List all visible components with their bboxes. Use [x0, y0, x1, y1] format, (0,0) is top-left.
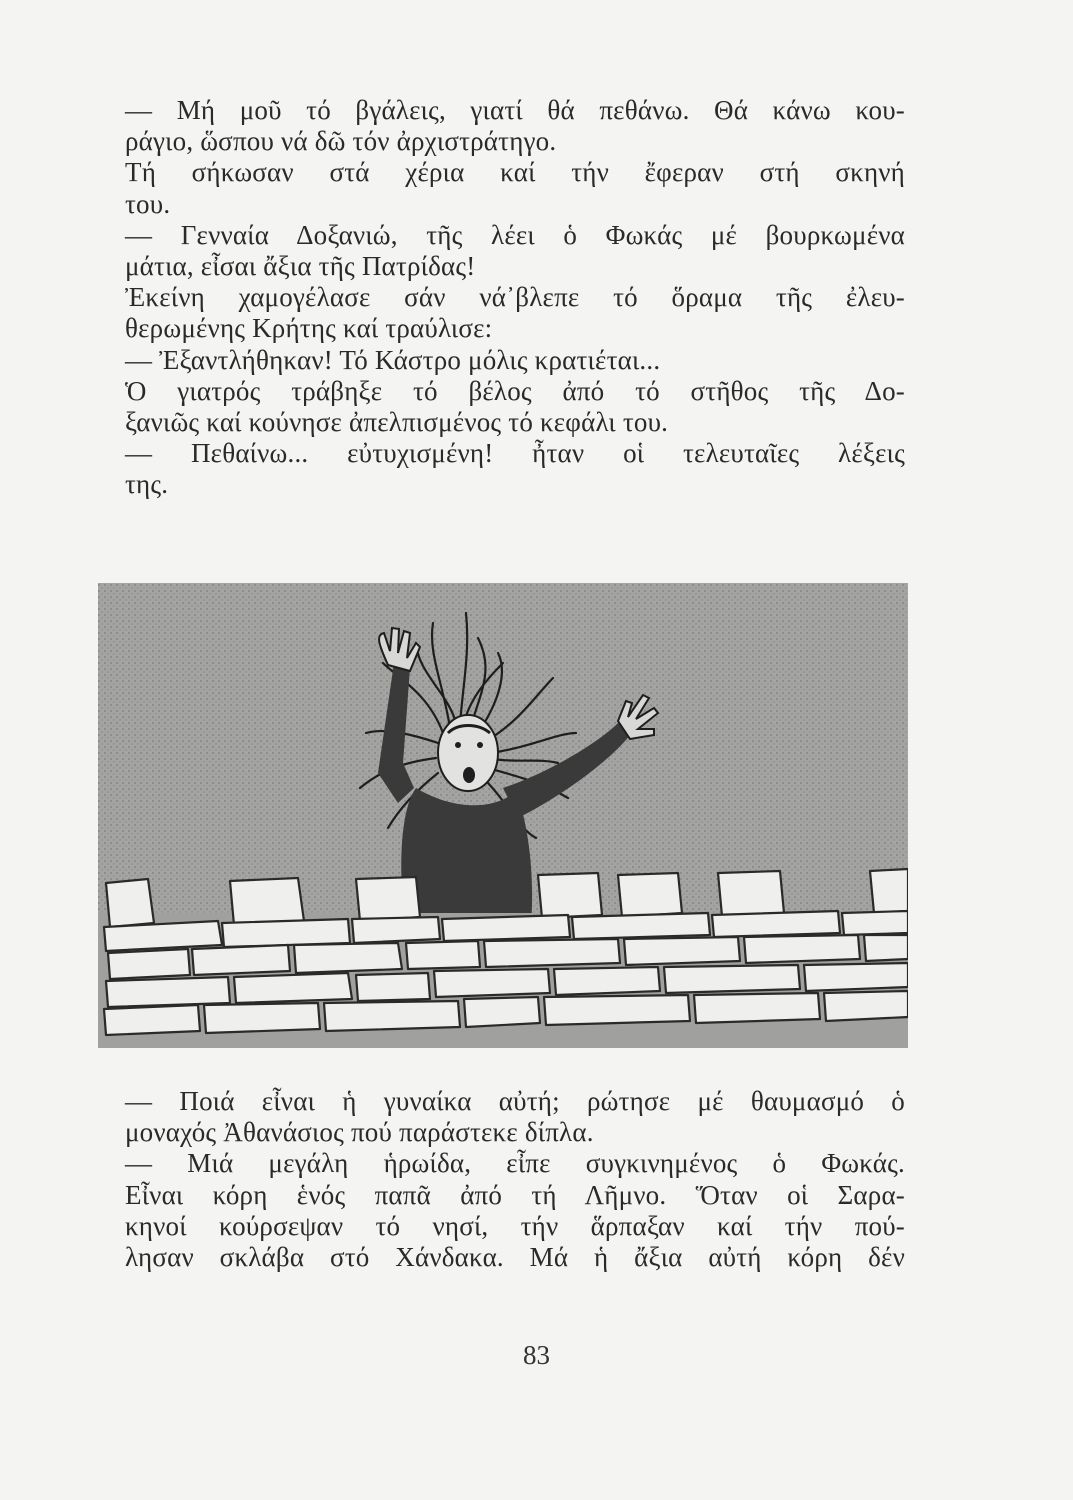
text-line: του. [125, 188, 171, 219]
illustration-svg [98, 583, 908, 1048]
text-line: — Πεθαίνω... εὐτυχισμένη! ἦταν οἱ τελευταῖες λέξεις [125, 438, 905, 469]
heroine-on-wall-illustration [98, 583, 908, 1048]
text-line: ξανιῶς καί κούνησε ἀπελπισμένος τό κεφάλι του. [125, 407, 669, 438]
text-line: της. [125, 469, 169, 500]
text-line: — Γενναία Δοξανιώ, τῆς λέει ὁ Φωκάς μέ βουρκωμένα [125, 219, 905, 250]
bottom-text-block [125, 1086, 905, 1273]
text-line: κηνοί κούρσεψαν τό νησί, τήν ἅρπαξαν καί τήν πού- [125, 1210, 905, 1241]
text-line: Ὁ γιατρός τράβηξε τό βέλος ἀπό τό στῆθος τῆς Δο- [125, 375, 905, 406]
screaming-face [438, 715, 498, 791]
text-line: λησαν σκλάβα στό Χάνδακα. Μά ἡ ἄξια αὐτή κόρη δέν [125, 1242, 905, 1273]
text-line: — Μιά μεγάλη ἡρωίδα, εἶπε συγκινημένος ὁ Φωκάς. [125, 1148, 905, 1179]
text-line: θερωμένης Κρήτης καί τραύλισε: [125, 313, 493, 344]
page-number: 83 [523, 1340, 550, 1370]
text-line: — Ἐξαντλήθηκαν! Τό Κάστρο μόλις κρατιέται... [125, 344, 661, 375]
text-line: Τή σήκωσαν στά χέρια καί τήν ἔφεραν στή σκηνή [125, 157, 905, 188]
text-line: ράγιο, ὥσπου νά δῶ τόν ἀρχιστράτηγο. [125, 126, 557, 157]
text-line: μοναχός Ἀθανάσιος πού παράστεκε δίπλα. [125, 1117, 594, 1148]
text-line: — Ποιά εἶναι ἡ γυναίκα αὐτή; ρώτησε μέ θαυμασμό ὁ [125, 1086, 905, 1116]
text-line: Ἐκείνη χαμογέλασε σάν νά᾿βλεπε τό ὅραμα τῆς ἐλευ- [125, 282, 905, 313]
text-line: μάτια, εἶσαι ἄξια τῆς Πατρίδας! [125, 251, 476, 282]
text-line: — Μή μοῦ τό βγάλεις, γιατί θά πεθάνω. Θά κάνω κου- [125, 95, 905, 125]
text-line: Εἶναι κόρη ἑνός παπᾶ ἀπό τή Λῆμνο. Ὅταν οἱ Σαρα- [125, 1179, 905, 1210]
top-text-block [125, 95, 905, 501]
